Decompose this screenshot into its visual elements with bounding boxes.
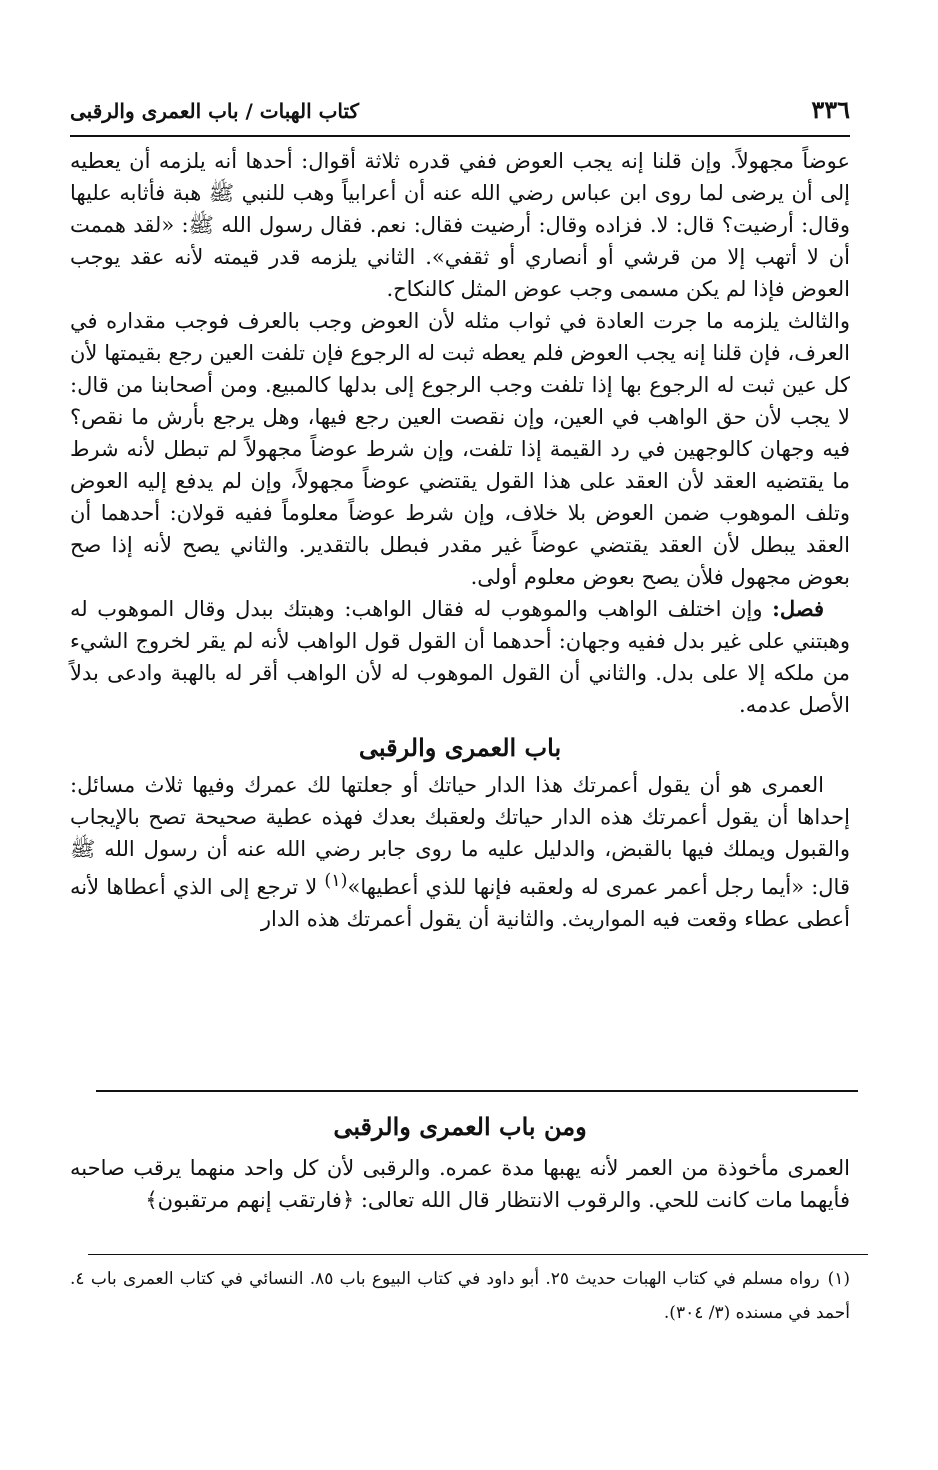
commentary-text: العمرى مأخوذة من العمر لأنه يهبها مدة عمره. والرقبى لأن كل واحد منهما يرقب صاحبه فأيهما مات كانت للحي. والرقوب الانتظار قال الله تعالى: ﴿فارتقب إنهم مرتقبون﴾ [70, 1156, 850, 1212]
fasl-label: فصل: [772, 596, 824, 621]
paragraph: عوضاً مجهولاً. وإن قلنا إنه يجب العوض ففي قدره ثلاثة أقوال: أحدها أنه يلزمه أن يعطيه إلى أن يرضى لما روى ابن عباس رضي الله عنه أن أعرابياً وهب للنبي ﷺ هبة فأثابه عليها وقال: أرضيت؟ قال: لا. فزاده وقال: أرضيت فقال: نعم. فقال رسول الله ﷺ: «لقد هممت أن لا أتهب إلا من قرشي أو أنصاري أو ثقفي». الثاني يلزمه قدر قيمته لأنه عقد يوجب العوض فإذا لم يكن مسمى وجب عوض المثل كالنكاح. [70, 149, 850, 301]
footnote [70, 1262, 850, 1330]
section-paragraph [70, 769, 850, 935]
footnote-text: رواه مسلم في كتاب الهبات حديث ٢٥. أبو داود في كتاب البيوع باب ٨٥. النسائي في كتاب العمرى باب ٤. أحمد في مسنده (٣/ ٣٠٤). [70, 1269, 850, 1323]
section-text-continued: لا ترجع إلى الذي أعطاها لأنه أعطى عطاء وقعت فيه المواريث. والثانية أن يقول أعمرتك هذه الدار [70, 875, 850, 931]
main-text [70, 145, 850, 935]
commentary-heading: ومن باب العمرى والرقبى [333, 1112, 587, 1141]
footnote-ref[interactable]: (١) [324, 871, 348, 891]
footnote-rule [88, 1254, 868, 1255]
commentary-divider [96, 1090, 858, 1092]
page-number: ٣٣٦ [811, 95, 850, 124]
fasl-text: وإن اختلف الواهب والموهوب له فقال الواهب: وهبتك ببدل وقال الموهوب له وهبتني على غير بدل ففيه وجهان: أحدهما أن القول قول الواهب لأنه لم يقر لخروج الشيء من ملكه إلا على بدل. والثاني أن القول الموهوب له لأن الواهب أقر له بالهبة وادعى بدلاً الأصل عدمه. [70, 597, 850, 717]
section-heading: باب العمرى والرقبى [358, 733, 562, 762]
footnotes [70, 1262, 850, 1330]
page-header [70, 95, 850, 137]
footnote-number: (١) [827, 1269, 851, 1289]
commentary [70, 1110, 850, 1216]
paragraph: والثالث يلزمه ما جرت العادة في ثواب مثله لأن العوض وجب بالعرف فوجب مقداره في العرف، فإن قلنا إنه يجب العوض فلم يعطه ثبت له الرجوع فإن تلفت العين رجع بقيمتها لأن كل عين ثبت له الرجوع بها إذا تلفت وجب الرجوع إلى بدلها كالمبيع. ومن أصحابنا من قال: لا يجب لأن حق الواهب في العين، وإن نقصت العين رجع فيها، وهل يرجع بأرش ما نقص؟ فيه وجهان كالوجهين في رد القيمة إذا تلفت، وإن شرط عوضاً مجهولاً لم تبطل لأنه شرط ما يقتضيه العقد لأن العقد على هذا القول يقتضي عوضاً مجهولاً، وإن لم يدفع إليه العوض وتلف الموهوب ضمن العوض بلا خلاف، وإن شرط عوضاً معلوماً ففيه قولان: أحدهما أن العقد يبطل لأن العقد يقتضي عوضاً غير مقدر فبطل بالتقدير. والثاني يصح لأنه إذا صح بعوض مجهول فلأن يصح بعوض معلوم أولى. [70, 309, 850, 589]
section-text: العمرى هو أن يقول أعمرتك هذا الدار حياتك أو جعلتها لك عمرك وفيها ثلاث مسائل: إحداها أن يقول أعمرتك هذه الدار حياتك ولعقبك بعدك فهذه عطية صحيحة تصح بالإيجاب والقبول ويملك فيها بالقبض، والدليل عليه ما روى جابر رضي الله عنه أن رسول الله ﷺ قال: «أيما رجل أعمر عمرى له ولعقبه فإنها للذي أعطيها» [70, 773, 850, 899]
fasl-paragraph [70, 593, 850, 721]
running-title: كتاب الهبات / باب العمرى والرقبى [70, 99, 360, 123]
